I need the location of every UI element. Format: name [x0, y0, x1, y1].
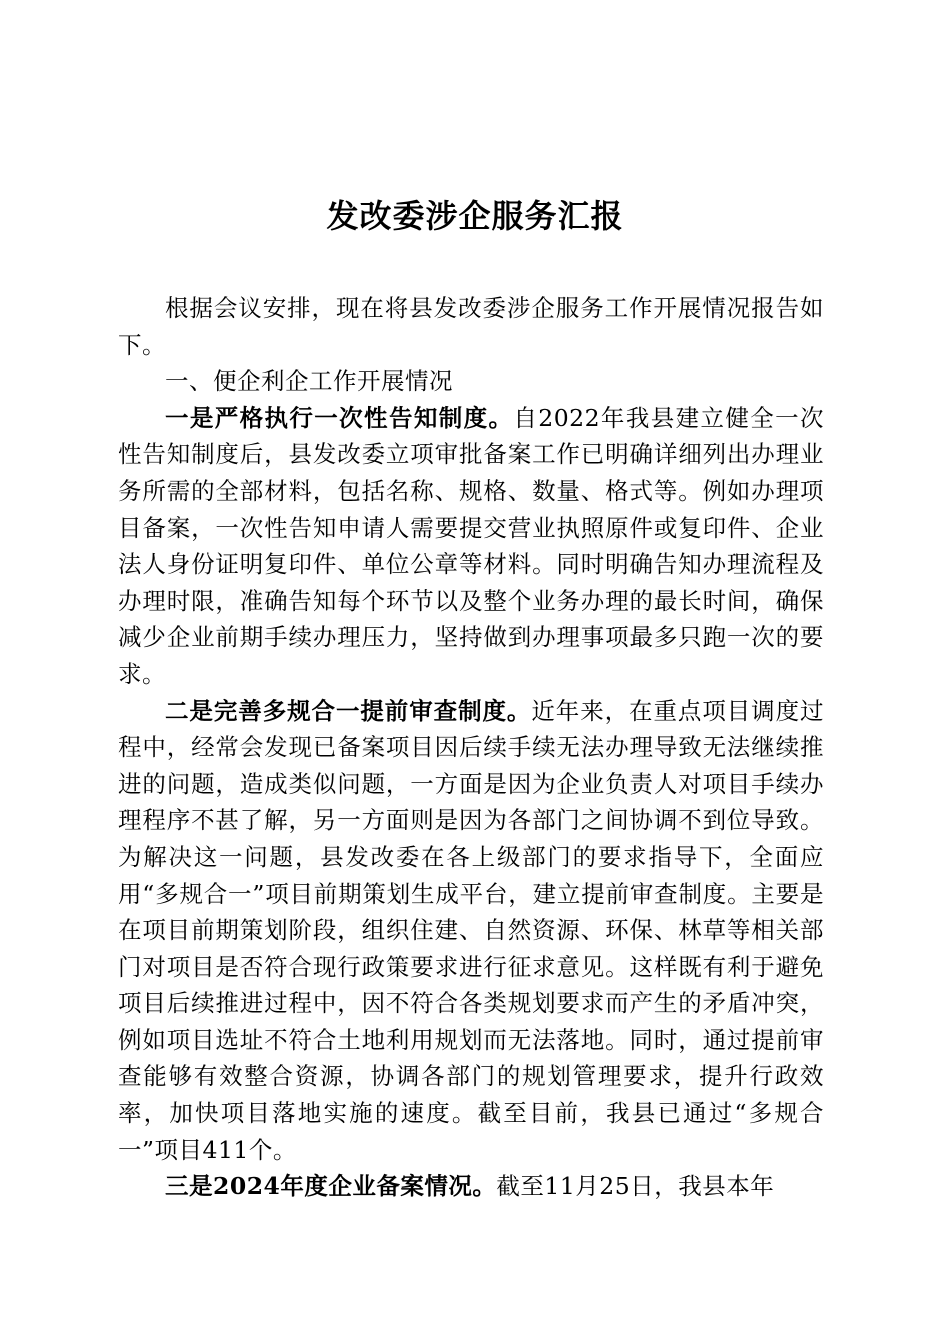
paragraph-two-text: 近年来，在重点项目调度过程中，经常会发现已备案项目因后续手续无法办理导致无法继续推进的问题，造成类似问题，一方面是因为企业负责人对项目手续办理程序不甚了解，另一方面则是因为各部门之间协调不到位导致。为解决这一问题，县发改委在各上级部门的要求指导下，全面应用“多规合一”项目前期策划生成平台，建立提前审查制度。主要是在项目前期策划阶段，组织住建、自然资源、环保、林草等相关部门对项目是否符合现行政策要求进行征求意见。这样既有利于避免项目后续推进过程中，因不符合各类规划要求而产生的矛盾冲突，例如项目选址不符合土地利用规划而无法落地。同时，通过提前审查能够有效整合资源，协调各部门的规划管理要求，提升行政效率，加快项目落地实施的速度。截至目前，我县已通过“多规合一”项目411个。: [118, 696, 825, 1164]
paragraph-one: [118, 400, 824, 693]
intro-paragraph: 根据会议安排，现在将县发改委涉企服务工作开展情况报告如下。: [118, 294, 824, 359]
paragraph-one-lead: 一是严格执行一次性告知制度。: [165, 403, 514, 432]
paragraph-one-text: 自2022年我县建立健全一次性告知制度后，县发改委立项审批备案工作已明确详细列出办理业务所需的全部材料，包括名称、规格、数量、格式等。例如办理项目备案，一次性告知申请人需要提交营业执照原件或复印件、企业法人身份证明复印件、单位公章等材料。同时明确告知办理流程及办理时限，准确告知每个环节以及整个业务办理的最长时间，确保减少企业前期手续办理压力，坚持做到办理事项最多只跑一次的要求。: [118, 403, 824, 688]
document-body: [118, 290, 824, 1205]
section-heading: 一、便企利企工作开展情况: [165, 367, 453, 396]
paragraph-three-lead: 三是2024年度企业备案情况。: [165, 1172, 497, 1201]
document-title: 发改委涉企服务汇报: [326, 197, 624, 235]
paragraph-three-text: 截至11月25日，我县本年: [496, 1172, 775, 1201]
paragraph-three: [118, 1168, 824, 1205]
paragraph-two-lead: 二是完善多规合一提前审查制度。: [165, 696, 532, 725]
paragraph-two: [118, 693, 824, 1169]
